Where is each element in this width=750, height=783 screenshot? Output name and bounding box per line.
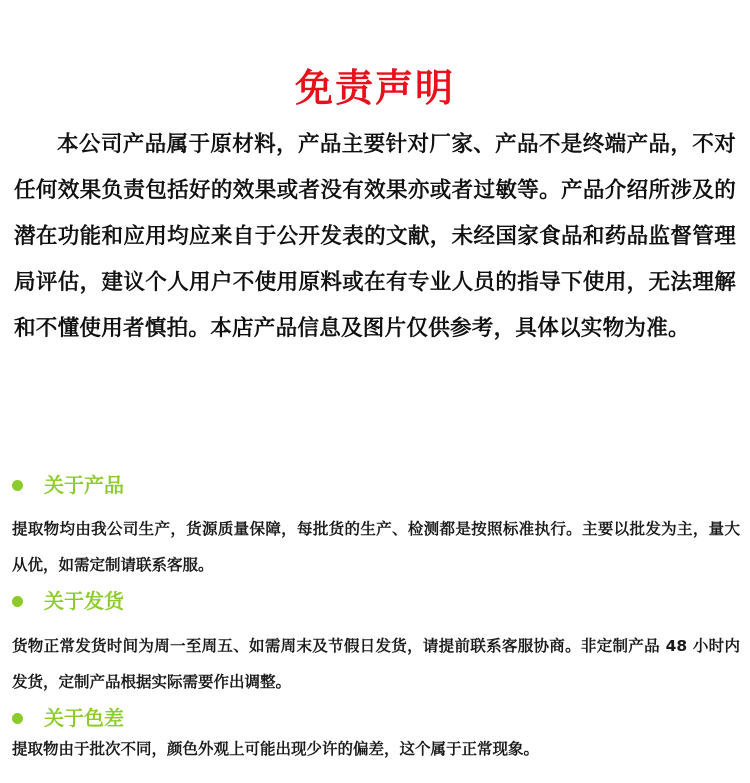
section-title-shipping: 关于发货 xyxy=(44,589,124,613)
section-header-shipping xyxy=(12,587,124,615)
disclaimer-text: 本公司产品属于原材料，产品主要针对厂家、产品不是终端产品，不对任何效果负责包括好的效果或者没有效果亦或者过敏等。产品介绍所涉及的潜在功能和应用均应来自于公开发表的文献，未经国家食品和药品监督管理局评估，建议个人用户不使用原料或在有专业人员的指导下使用，无法理解和不懂使用者慎拍。本店产品信息及图片仅供参考，具体以实物为准。 xyxy=(14,132,736,341)
bullet-dot-icon xyxy=(12,596,23,607)
bullet-dot-icon xyxy=(12,480,23,491)
section-title-product: 关于产品 xyxy=(44,473,124,497)
bullet-dot-icon xyxy=(12,713,23,724)
page-title: 免责声明 xyxy=(294,66,455,110)
section-body-product: 提取物均由我公司生产，货源质量保障，每批货的生产、检测都是按照标准执行。主要以批发为主，量大从优，如需定制请联系客服。 xyxy=(12,520,740,574)
section-header-product xyxy=(12,471,124,499)
section-body-color: 提取物由于批次不同，颜色外观上可能出现少许的偏差，这个属于正常现象。 xyxy=(12,740,540,758)
section-body-shipping: 货物正常发货时间为周一至周五、如需周末及节假日发货，请提前联系客服协商。非定制产品 48 小时内发货，定制产品根据实际需要作出调整。 xyxy=(12,637,740,691)
section-title-color: 关于色差 xyxy=(44,706,124,730)
section-header-color xyxy=(12,704,124,732)
